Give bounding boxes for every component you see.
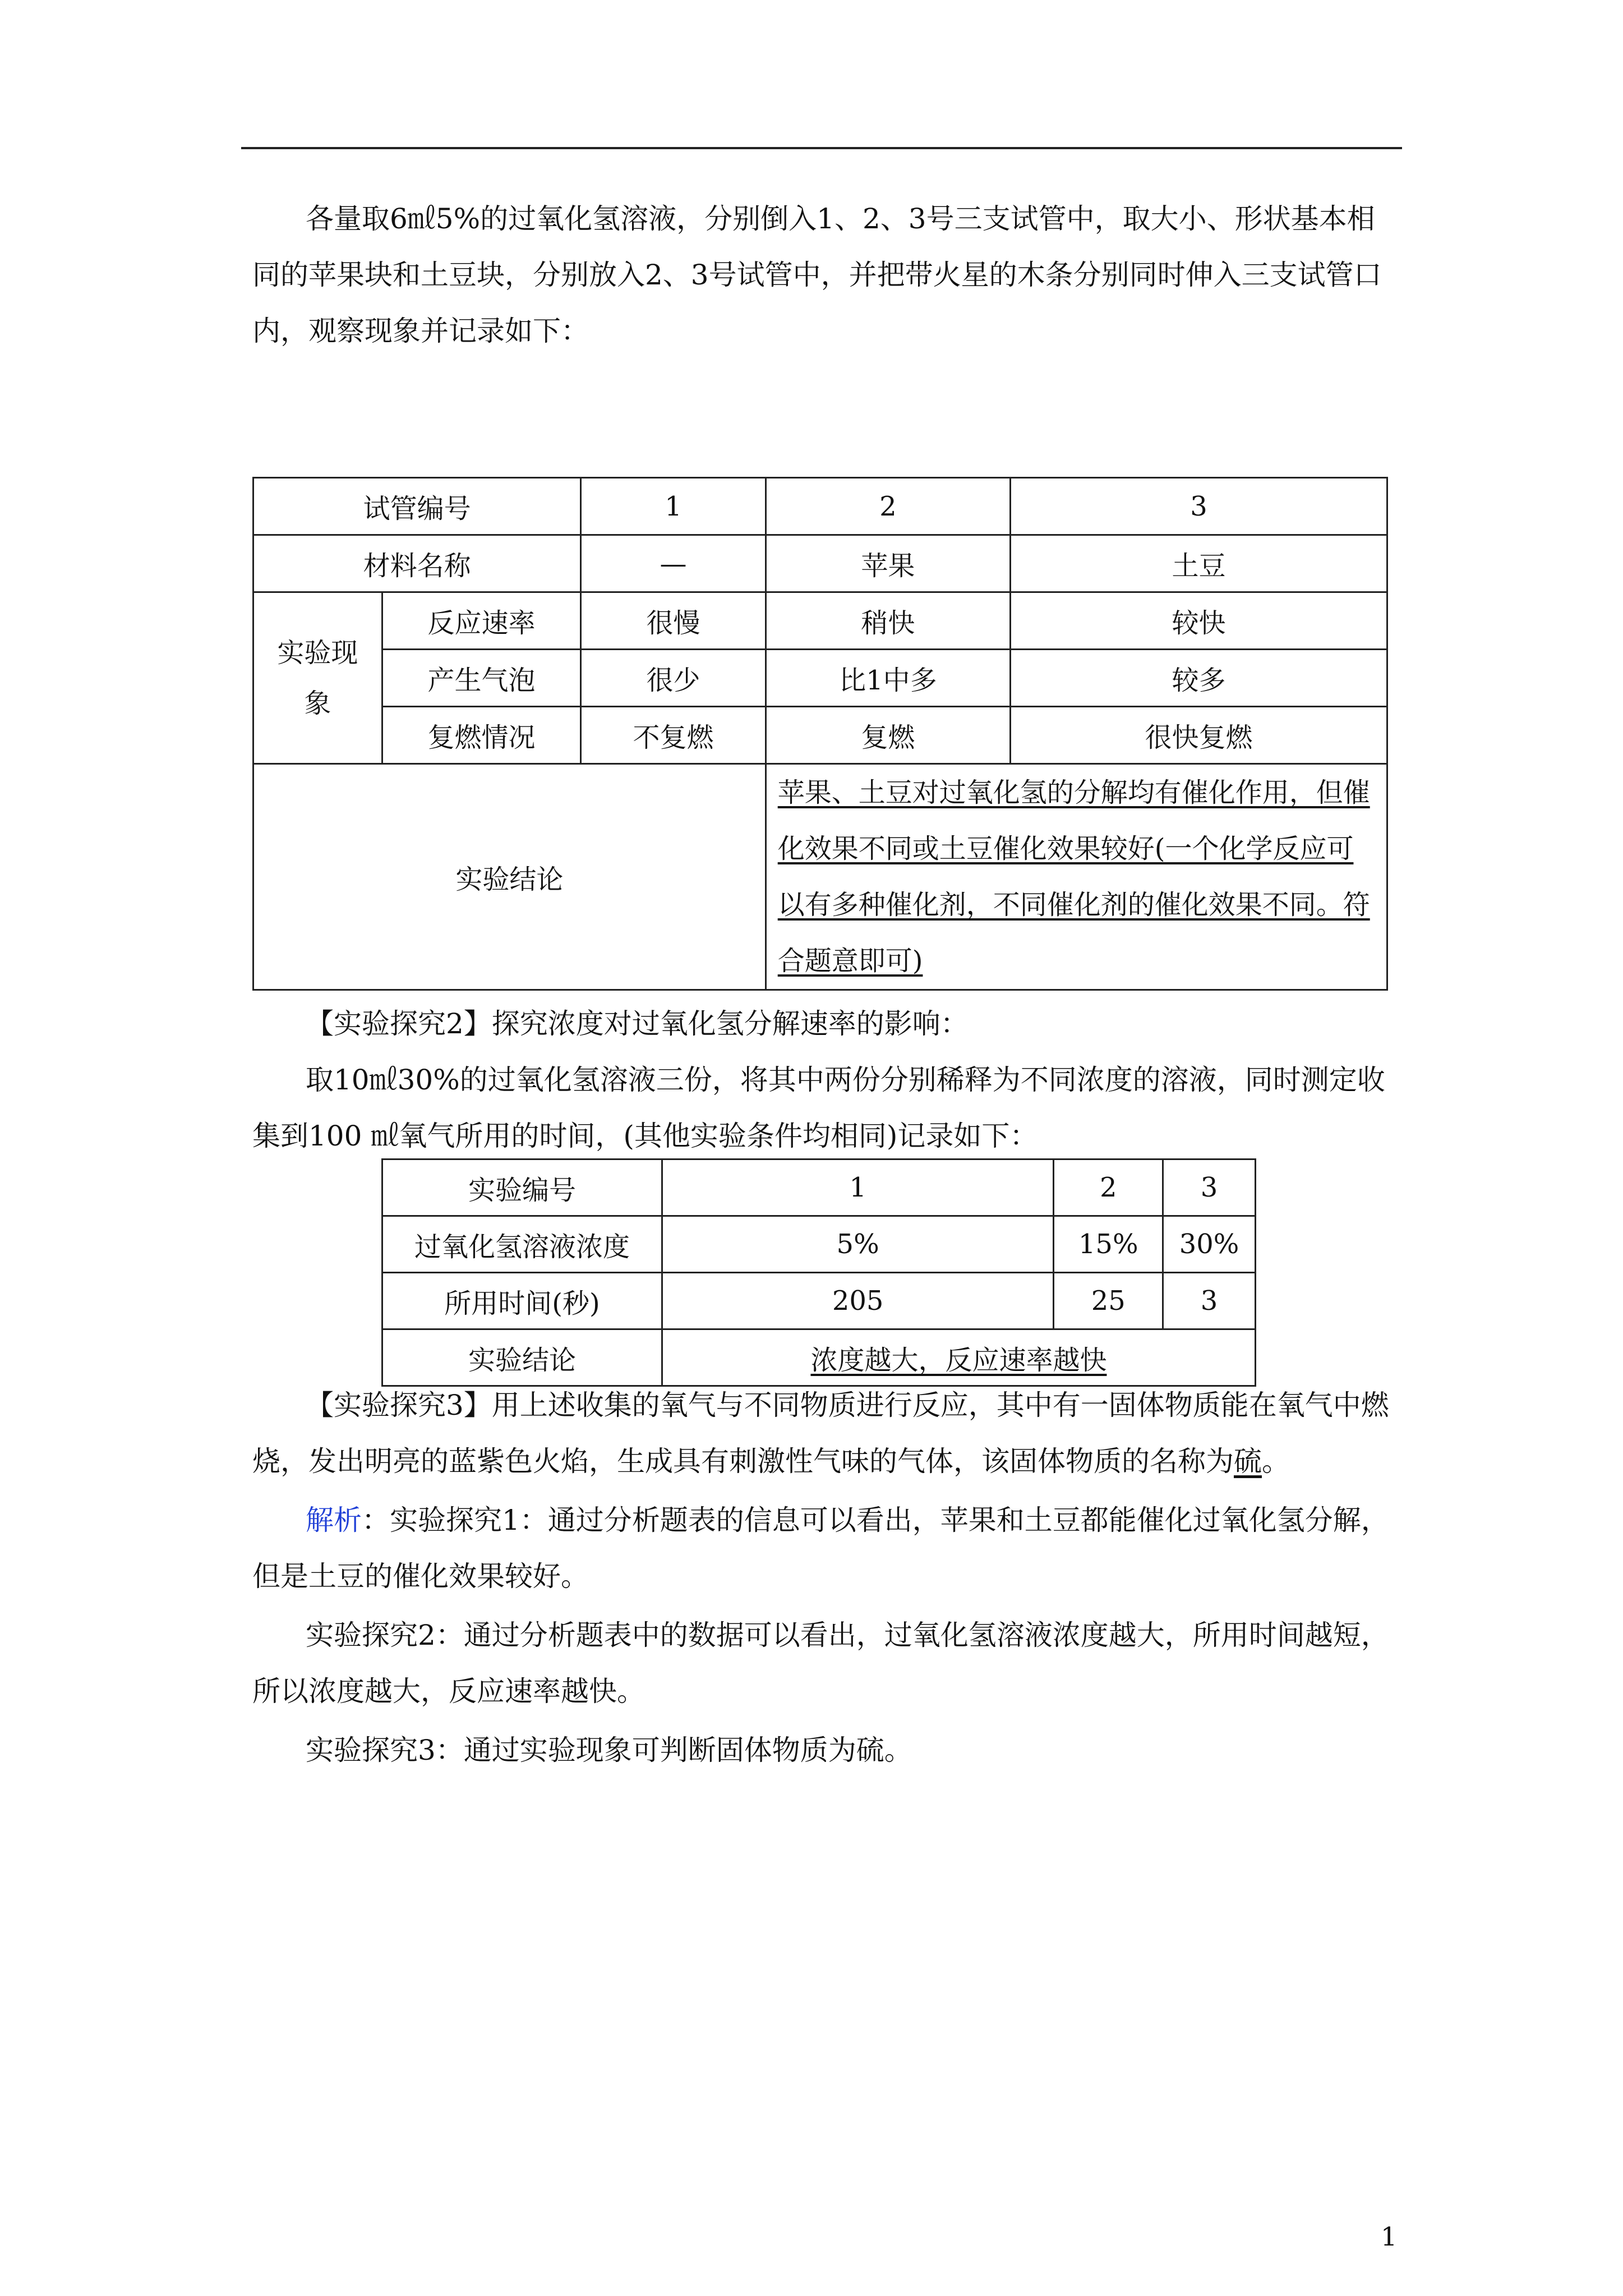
row-label: 过氧化氢溶液浓度 (382, 1216, 662, 1273)
analysis-label: 解析 (306, 1504, 362, 1536)
row-label: 反应速率 (382, 592, 580, 650)
analysis-paragraph-3: 实验探究3：通过实验现象可判断固体物质为硫。 (306, 1734, 912, 1766)
exp3-answer: 硫 (1234, 1445, 1262, 1478)
table-cell: 较快 (1011, 592, 1387, 650)
row-label: 产生气泡 (382, 650, 580, 707)
conclusion-label: 实验结论 (253, 764, 766, 990)
analysis-paragraph-2: 实验探究2：通过分析题表中的数据可以看出，过氧化氢溶液浓度越大，所用时间越短，所以浓度越大，反应速率越快。 (252, 1619, 1389, 1708)
conclusion-answer: 苹果、土豆对过氧化氢的分解均有催化作用，但催化效果不同或土豆催化效果较好(一个化学反应可以有多种催化剂，不同催化剂的催化效果不同。符合题意即可) (777, 777, 1370, 977)
header-rule (241, 147, 1402, 149)
table-cell: 很快复燃 (1011, 707, 1387, 764)
material-label: 材料名称 (253, 535, 581, 592)
table-cell: — (581, 535, 766, 592)
table-row (253, 535, 1387, 592)
table-cell: 3 (1163, 1273, 1256, 1329)
col-header: 2 (766, 478, 1010, 535)
analysis-paragraph-1 (252, 1492, 1402, 1604)
analysis-text-1: ：实验探究1：通过分析题表的信息可以看出，苹果和土豆都能催化过氧化氢分解，但是土豆的催化效果较好。 (252, 1504, 1389, 1593)
table-row (253, 478, 1387, 535)
table-cell: 复燃 (766, 707, 1010, 764)
row-label: 所用时间(秒) (382, 1273, 662, 1329)
table-cell: 15% (1054, 1216, 1163, 1273)
table-cell: 205 (662, 1273, 1053, 1329)
table-row (382, 1159, 1256, 1216)
conclusion-label: 实验结论 (382, 1329, 662, 1386)
conclusion-answer: 浓度越大，反应速率越快 (810, 1344, 1107, 1376)
row-label: 复燃情况 (382, 707, 580, 764)
table-row (382, 1216, 1256, 1273)
header-label: 实验编号 (382, 1159, 662, 1216)
table-cell: 稍快 (766, 592, 1010, 650)
table-cell: 不复燃 (581, 707, 766, 764)
table-cell: 土豆 (1011, 535, 1387, 592)
table-row (253, 707, 1387, 764)
col-header: 2 (1054, 1159, 1163, 1216)
exp3-text: 【实验探究3】用上述收集的氧气与不同物质进行反应，其中有一固体物质能在氧气中燃烧，发出明亮的蓝紫色火焰，生成具有刺激性气味的气体，该固体物质的名称为 (252, 1389, 1389, 1478)
table-row (253, 764, 1387, 990)
col-header: 1 (662, 1159, 1053, 1216)
table-cell: 比1中多 (766, 650, 1010, 707)
col-header: 1 (581, 478, 766, 535)
exp2-heading: 【实验探究2】探究浓度对过氧化氢分解速率的影响： (306, 1007, 969, 1040)
exp3-end: 。 (1262, 1445, 1290, 1478)
header-label: 试管编号 (253, 478, 581, 535)
table-row (253, 650, 1387, 707)
exp2-paragraph: 取10㎖30%的过氧化氢溶液三份，将其中两份分别稀释为不同浓度的溶液，同时测定收集到100 ㎖氧气所用的时间，(其他实验条件均相同)记录如下： (252, 1064, 1385, 1152)
col-header: 3 (1011, 478, 1387, 535)
table-cell: 较多 (1011, 650, 1387, 707)
exp3-paragraph (252, 1377, 1402, 1489)
intro-paragraph: 各量取6㎖5%的过氧化氢溶液，分别倒入1、2、3号三支试管中，取大小、形状基本相同的苹果块和土豆块，分别放入2、3号试管中，并把带火星的木条分别同时伸入三支试管口内，观察现象并记录如下： (252, 203, 1382, 347)
col-header: 3 (1163, 1159, 1256, 1216)
table-cell: 苹果 (766, 535, 1010, 592)
table-row (382, 1273, 1256, 1329)
group-label: 实验现象 (253, 592, 382, 764)
table-cell: 5% (662, 1216, 1053, 1273)
table-cell: 25 (1054, 1273, 1163, 1329)
conclusion-cell (766, 764, 1387, 990)
table-cell: 很少 (581, 650, 766, 707)
table-cell: 很慢 (581, 592, 766, 650)
catalyst-table (252, 477, 1388, 991)
table-row (253, 592, 1387, 650)
table-cell: 30% (1163, 1216, 1256, 1273)
page-number: 1 (1381, 2221, 1398, 2252)
concentration-table (381, 1158, 1256, 1387)
